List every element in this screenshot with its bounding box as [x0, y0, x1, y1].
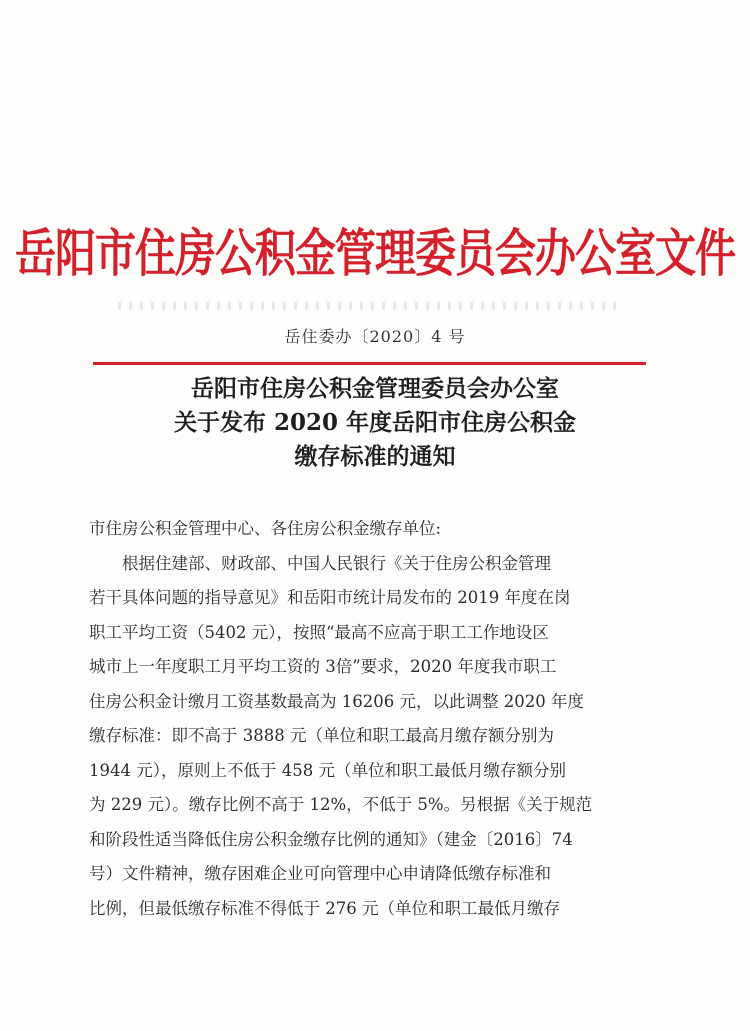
body-line: 城市上一年度职工月平均工资的 3倍”要求，2020 年度我市职工: [89, 657, 557, 676]
body-line: 为 229 元）。缴存比例不高于 12%，不低于 5%。另根据《关于规范: [89, 795, 593, 814]
scan-noise: [118, 302, 618, 310]
red-divider: [93, 362, 646, 365]
body-line: 1944 元），原则上不低于 458 元（单位和职工最低月缴存额分别: [89, 760, 566, 780]
body-line: 和阶段性适当降低住房公积金缴存比例的通知》（建金〔2016〕74: [89, 829, 573, 849]
salutation: 市住房公积金管理中心、各住房公积金缴存单位:: [89, 519, 442, 538]
notice-title-line: 缴存标准的通知: [294, 443, 456, 470]
body-line: 缴存标准：即不高于 3888 元（单位和职工最高月缴存额分别为: [89, 726, 554, 745]
body-line: 比例，但最低缴存标准不得低于 276 元（单位和职工最低月缴存: [89, 898, 560, 918]
notice-body: [89, 512, 651, 926]
notice-title-line: 关于发布 2020 年度岳阳市住房公积金: [173, 409, 577, 436]
notice-title-line: 岳阳市住房公积金管理委员会办公室: [191, 375, 559, 402]
org-header-title: 岳阳市住房公积金管理委员会办公室文件: [15, 223, 735, 284]
body-line: 根据住建部、财政部、中国人民银行《关于住房公积金管理: [122, 553, 551, 573]
body-line: 职工平均工资（5402 元），按照“最高不应高于职工工作地设区: [89, 622, 549, 642]
body-line: 若干具体问题的指导意见》和岳阳市统计局发布的 2019 年度在岗: [89, 588, 571, 607]
notice-title: [0, 372, 750, 474]
body-line: 住房公积金计缴月工资基数最高为 16206 元，以此调整 2020 年度: [89, 691, 584, 711]
document-number: 岳住委办〔2020〕4 号: [284, 327, 466, 346]
body-line: 号）文件精神，缴存困难企业可向管理中心申请降低缴存标准和: [89, 864, 551, 883]
